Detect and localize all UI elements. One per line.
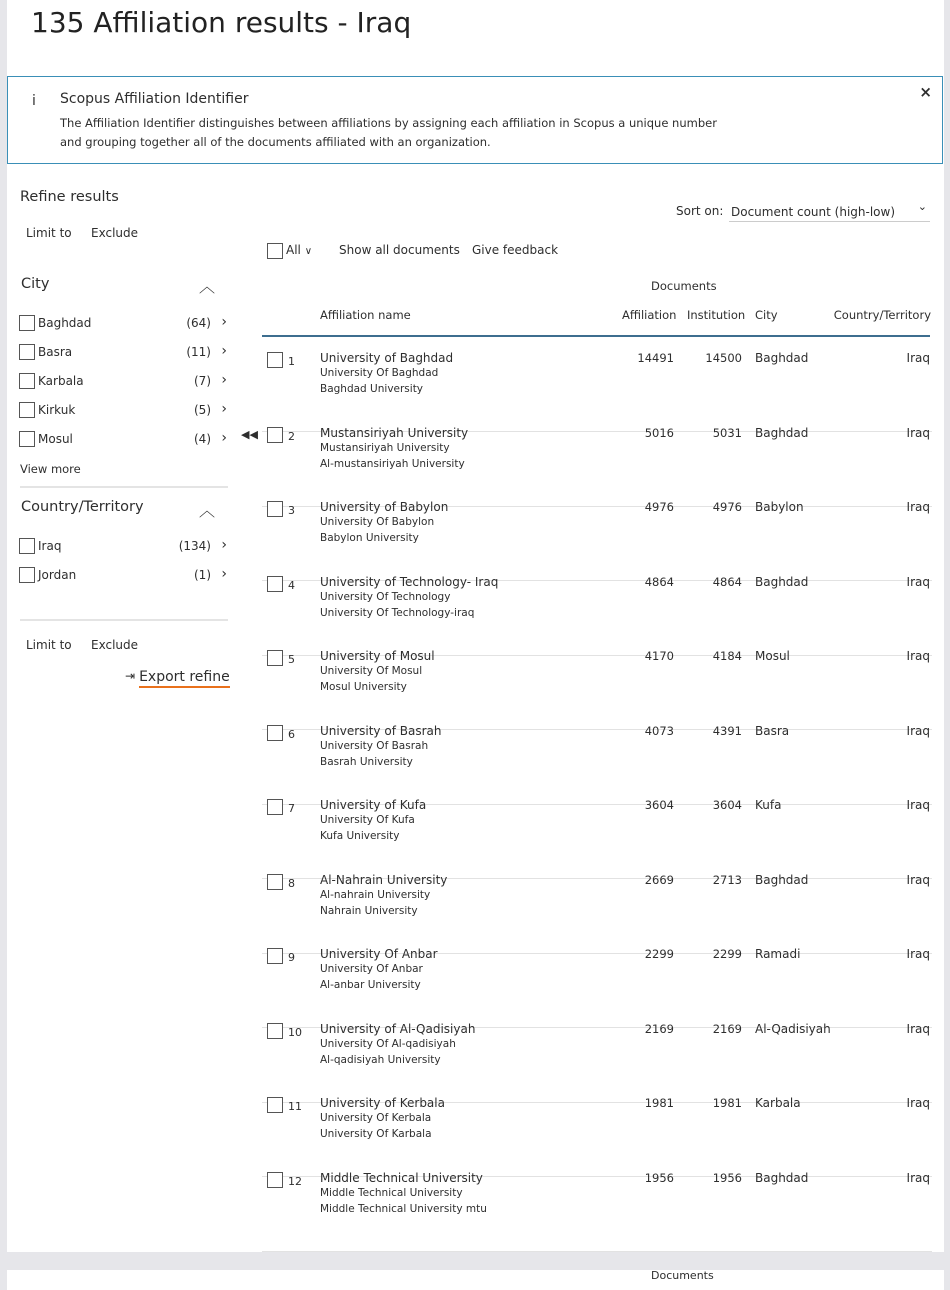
country: Iraq (906, 872, 930, 887)
collapse-city-icon[interactable]: ︿ (199, 277, 216, 296)
filter-checkbox[interactable] (19, 344, 35, 360)
filter-country-item[interactable] (19, 537, 229, 557)
institution-doc-count[interactable]: 4391 (712, 723, 742, 738)
name-variant: Al-nahrain University (320, 888, 431, 901)
institution-doc-count[interactable]: 1956 (712, 1170, 742, 1185)
affiliation-name-link[interactable]: Al-Nahrain University (320, 872, 448, 887)
name-variant: Basrah University (320, 755, 413, 768)
col-affiliation[interactable]: Affiliation (622, 308, 677, 322)
view-more-link[interactable]: View more (20, 462, 81, 476)
info-title: Scopus Affiliation Identifier (60, 91, 249, 107)
filter-checkbox[interactable] (19, 315, 35, 331)
filter-count: (1) (194, 568, 211, 582)
name-variant: Nahrain University (320, 904, 418, 917)
row-checkbox[interactable] (267, 427, 283, 443)
filter-city-item[interactable] (19, 372, 229, 392)
country: Iraq (906, 574, 930, 589)
affiliation-doc-count[interactable]: 14491 (637, 351, 674, 365)
filter-count: (4) (194, 432, 211, 446)
row-checkbox[interactable] (267, 1023, 283, 1039)
affiliation-name-link[interactable]: University of Mosul (320, 649, 435, 663)
filter-label: Jordan (38, 568, 77, 582)
filter-city-item[interactable] (19, 314, 229, 334)
affiliation-doc-count[interactable]: 1981 (644, 1096, 674, 1110)
affiliation-doc-count[interactable]: 5016 (644, 425, 674, 440)
chevron-right-icon[interactable]: › (221, 314, 227, 330)
filter-label: Iraq (38, 539, 62, 553)
affiliation-doc-count[interactable]: 4170 (644, 649, 674, 663)
institution-doc-count[interactable]: 14500 (705, 351, 742, 365)
affiliation-name-link[interactable]: University of Kufa (320, 798, 427, 812)
city: Baghdad (755, 425, 809, 440)
refine-heading: Refine results (20, 189, 119, 205)
sort-select[interactable] (729, 198, 930, 222)
city: Baghdad (755, 872, 809, 887)
filter-checkbox[interactable] (19, 567, 35, 583)
row-checkbox[interactable] (267, 1172, 283, 1188)
affiliation-name-link[interactable]: Mustansiriyah University (320, 425, 469, 440)
name-variant: University Of Baghdad (320, 367, 439, 379)
city: Kufa (755, 798, 782, 812)
filter-count: (11) (186, 345, 211, 359)
exclude-button-bottom[interactable]: Exclude (91, 638, 139, 652)
col-institution[interactable]: Institution (687, 308, 746, 322)
name-variant: University Of Karbala (320, 1128, 432, 1140)
all-label: All (286, 243, 301, 257)
affiliation-name-link[interactable]: University of Technology- Iraq (320, 574, 499, 589)
name-variant: Kufa University (320, 830, 400, 842)
col-country[interactable]: Country/Territory (833, 308, 931, 322)
city: Mosul (755, 649, 790, 663)
filter-city-item[interactable] (19, 401, 229, 421)
institution-doc-count[interactable]: 4864 (712, 574, 742, 589)
collapse-sidebar-icon[interactable]: ◀◀ (241, 428, 258, 441)
export-icon: ⇥ (125, 669, 136, 683)
chevron-right-icon[interactable]: › (221, 343, 227, 359)
institution-doc-count[interactable]: 5031 (712, 425, 742, 440)
institution-doc-count[interactable]: 4976 (712, 500, 742, 514)
row-checkbox[interactable] (267, 948, 283, 964)
table-row (262, 1170, 932, 1252)
affiliation-name-link[interactable]: Middle Technical University (320, 1170, 483, 1185)
country-filter-title: Country/Territory (21, 499, 144, 515)
filter-count: (7) (194, 374, 211, 388)
divider (20, 486, 228, 488)
filter-label: Baghdad (38, 316, 92, 330)
chevron-down-icon: ∨ (304, 246, 313, 257)
table-row (262, 574, 932, 656)
affiliation-name-link[interactable]: University of Babylon (320, 500, 449, 514)
table-row (262, 649, 932, 730)
affiliation-doc-count[interactable]: 2299 (644, 947, 674, 961)
city: Al-Qadisiyah (755, 1021, 831, 1036)
table-row (262, 798, 932, 879)
filter-city-item[interactable] (19, 430, 229, 450)
name-variant: Baghdad University (320, 383, 424, 395)
limit-to-button-bottom[interactable]: Limit to (26, 638, 72, 652)
institution-doc-count[interactable]: 3604 (712, 798, 742, 812)
affiliation-doc-count[interactable]: 1956 (644, 1170, 674, 1185)
chevron-right-icon[interactable]: › (221, 430, 227, 446)
affiliation-doc-count[interactable]: 4864 (644, 574, 674, 589)
divider (20, 619, 228, 621)
row-checkbox[interactable] (267, 576, 283, 592)
col-city[interactable]: City (755, 308, 778, 322)
table-row (262, 351, 932, 432)
row-number: 12 (288, 1174, 302, 1188)
name-variant: University Of Kerbala (320, 1112, 432, 1124)
city: Baghdad (755, 1170, 809, 1185)
chevron-right-icon[interactable]: › (221, 537, 227, 553)
city: Baghdad (755, 351, 809, 365)
affiliation-name-link[interactable]: University of Basrah (320, 723, 442, 738)
table-row (262, 872, 932, 954)
col-affiliation-name[interactable]: Affiliation name (320, 308, 411, 322)
name-variant: Mosul University (320, 681, 407, 693)
filter-country-item[interactable] (19, 566, 229, 586)
row-number: 6 (288, 727, 295, 741)
chevron-right-icon[interactable]: › (221, 372, 227, 388)
info-icon: i (32, 93, 36, 109)
institution-doc-count[interactable]: 1981 (712, 1096, 742, 1110)
country: Iraq (906, 1170, 930, 1185)
show-all-documents-link[interactable]: Show all documents (339, 243, 460, 257)
filter-checkbox[interactable] (19, 431, 35, 447)
city: Ramadi (755, 947, 801, 961)
table-row (262, 1096, 932, 1177)
row-number: 7 (288, 802, 295, 815)
affiliation-doc-count[interactable]: 2169 (644, 1021, 674, 1036)
affiliation-name-link[interactable]: University Of Anbar (320, 947, 438, 961)
row-checkbox[interactable] (267, 650, 283, 666)
row-number: 2 (288, 429, 295, 443)
info-banner (7, 76, 943, 164)
filter-checkbox[interactable] (19, 538, 35, 554)
row-number: 11 (288, 1100, 302, 1113)
affiliation-name-link[interactable]: University of Al-Qadisiyah (320, 1021, 476, 1036)
name-variant: University Of Kufa (320, 814, 415, 826)
country: Iraq (906, 723, 930, 738)
name-variant: Al-anbar University (320, 979, 421, 991)
row-checkbox[interactable] (267, 501, 283, 517)
chevron-right-icon[interactable]: › (221, 566, 227, 582)
filter-label: Kirkuk (38, 403, 76, 417)
give-feedback-link[interactable]: Give feedback (472, 243, 559, 257)
row-number: 1 (288, 355, 295, 368)
row-number: 4 (288, 578, 295, 592)
filter-checkbox[interactable] (19, 373, 35, 389)
name-variant: University Of Mosul (320, 665, 423, 677)
row-number: 9 (288, 951, 295, 964)
row-checkbox[interactable] (267, 352, 283, 368)
name-variant: University Of Babylon (320, 516, 435, 528)
filter-city-item[interactable] (19, 343, 229, 363)
country: Iraq (906, 649, 930, 663)
city: Karbala (755, 1096, 801, 1110)
affiliation-name-link[interactable]: University of Kerbala (320, 1096, 445, 1110)
affiliation-doc-count[interactable]: 4073 (644, 723, 674, 738)
table-row (262, 947, 932, 1028)
affiliation-doc-count[interactable]: 4976 (644, 500, 674, 514)
collapse-country-icon[interactable]: ︿ (199, 501, 216, 520)
page-title: 135 Affiliation results - Iraq (31, 6, 412, 39)
export-refine-button[interactable] (125, 669, 230, 688)
documents-group-header: Documents (651, 279, 717, 293)
select-all-checkbox[interactable] (267, 243, 283, 259)
row-checkbox[interactable] (267, 799, 283, 815)
city: Basra (755, 723, 790, 738)
all-dropdown[interactable] (286, 243, 312, 257)
country: Iraq (906, 351, 930, 365)
row-number: 8 (288, 876, 295, 890)
filter-label: Basra (38, 345, 73, 359)
close-icon[interactable]: × (919, 83, 932, 101)
row-number: 10 (288, 1025, 302, 1039)
name-variant: University Of Anbar (320, 963, 423, 975)
city-filter-title: City (21, 276, 50, 292)
sort-label: Sort on: (676, 204, 724, 218)
row-checkbox[interactable] (267, 1097, 283, 1113)
info-description: The Affiliation Identifier distinguishes between affiliations by assigning each affiliation in Scopus a unique number and grouping together all of the documents affiliated with an organization. (60, 116, 717, 149)
exclude-button[interactable]: Exclude (91, 226, 139, 240)
affiliation-name-link[interactable]: University of Baghdad (320, 351, 454, 365)
filter-checkbox[interactable] (19, 402, 35, 418)
name-variant: Middle Technical University mtu (320, 1202, 487, 1215)
filter-label: Karbala (38, 374, 84, 388)
header-underline (262, 335, 930, 337)
country: Iraq (906, 798, 930, 812)
name-variant: University Of Technology-iraq (320, 606, 475, 619)
chevron-down-icon: ⌄ (917, 200, 927, 213)
affiliation-doc-count[interactable]: 2669 (644, 872, 674, 887)
filter-count: (5) (194, 403, 211, 417)
chevron-right-icon[interactable]: › (221, 401, 227, 417)
city: Baghdad (755, 574, 809, 589)
affiliation-doc-count[interactable]: 3604 (644, 798, 674, 812)
name-variant: Al-mustansiriyah University (320, 457, 465, 470)
table-row (262, 425, 932, 507)
country: Iraq (906, 1096, 930, 1110)
filter-label: Mosul (38, 432, 73, 446)
country: Iraq (906, 947, 930, 961)
name-variant: Mustansiriyah University (320, 441, 450, 454)
country: Iraq (906, 425, 930, 440)
export-refine-label: Export refine (139, 669, 230, 688)
filter-count: (64) (186, 316, 211, 330)
row-number: 3 (288, 504, 295, 517)
filter-count: (134) (178, 539, 211, 553)
next-panel (7, 1270, 944, 1290)
institution-doc-count[interactable]: 2713 (712, 872, 742, 887)
name-variant: University Of Basrah (320, 739, 429, 752)
country: Iraq (906, 1021, 930, 1036)
row-number: 5 (288, 653, 295, 666)
table-row (262, 1021, 932, 1103)
sort-value: Document count (high-low) (731, 205, 895, 219)
limit-to-button[interactable]: Limit to (26, 226, 72, 240)
name-variant: University Of Al-qadisiyah (320, 1037, 456, 1050)
row-checkbox[interactable] (267, 874, 283, 890)
row-checkbox[interactable] (267, 725, 283, 741)
name-variant: Babylon University (320, 532, 419, 544)
institution-doc-count[interactable]: 2169 (712, 1021, 742, 1036)
name-variant: University Of Technology (320, 590, 451, 603)
institution-doc-count[interactable]: 4184 (712, 649, 742, 663)
table-row (262, 500, 932, 581)
table-row (262, 723, 932, 805)
city: Babylon (755, 500, 804, 514)
institution-doc-count[interactable]: 2299 (712, 947, 742, 961)
name-variant: Middle Technical University (320, 1186, 463, 1199)
documents-header: Documents (651, 1269, 714, 1282)
country: Iraq (906, 500, 930, 514)
name-variant: Al-qadisiyah University (320, 1053, 441, 1066)
